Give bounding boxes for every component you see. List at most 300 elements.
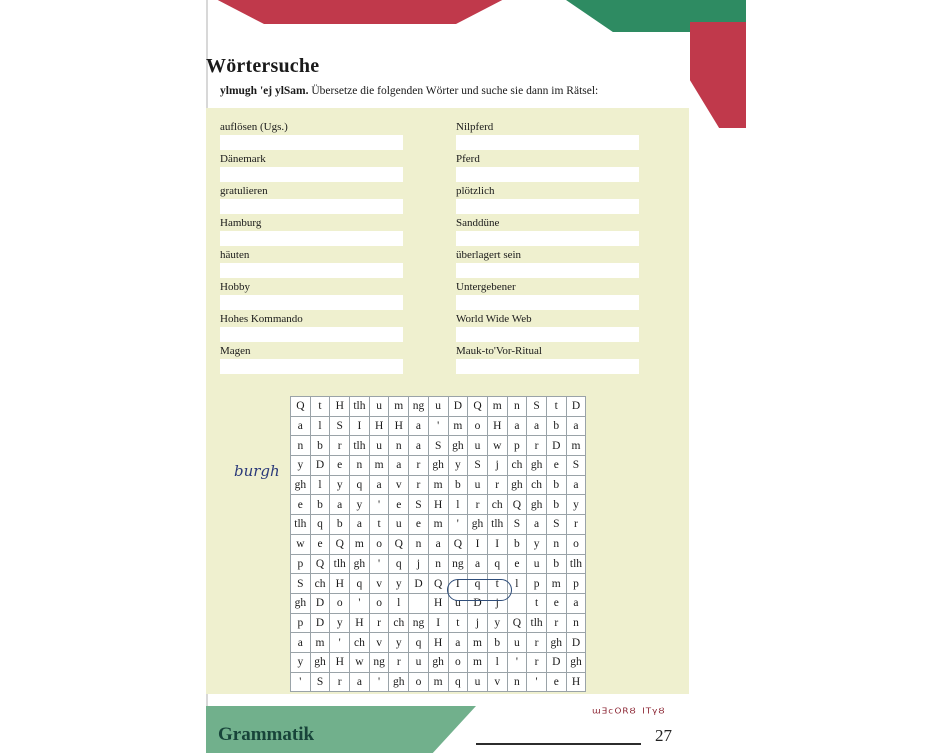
- puzzle-cell[interactable]: Q: [507, 613, 527, 633]
- puzzle-cell[interactable]: l: [310, 416, 330, 436]
- puzzle-cell[interactable]: [409, 593, 429, 613]
- puzzle-cell[interactable]: tlh: [330, 554, 350, 574]
- puzzle-cell[interactable]: ng: [409, 397, 429, 417]
- puzzle-cell[interactable]: r: [566, 515, 586, 535]
- puzzle-cell[interactable]: m: [566, 436, 586, 456]
- decor-red-top-shape: [210, 0, 510, 24]
- puzzle-cell[interactable]: o: [409, 672, 429, 692]
- word-list-label: World Wide Web: [456, 313, 532, 325]
- word-answer-input[interactable]: [456, 135, 639, 150]
- puzzle-cell[interactable]: D: [546, 652, 566, 672]
- puzzle-cell[interactable]: H: [428, 495, 448, 515]
- puzzle-cell[interactable]: ch: [310, 574, 330, 594]
- puzzle-cell[interactable]: gh: [507, 475, 527, 495]
- puzzle-cell[interactable]: H: [350, 613, 370, 633]
- puzzle-cell[interactable]: v: [389, 475, 409, 495]
- puzzle-cell[interactable]: ng: [448, 554, 468, 574]
- footer-klingon-label: ᵚᴲᶜᴼᴿᴽ ᴵᵀᵞᴽ: [592, 706, 666, 722]
- puzzle-cell[interactable]: u: [369, 397, 389, 417]
- word-list-item: [456, 280, 641, 312]
- word-list-item: [456, 184, 641, 216]
- puzzle-cell[interactable]: H: [428, 593, 448, 613]
- puzzle-cell[interactable]: b: [310, 436, 330, 456]
- puzzle-cell[interactable]: H: [487, 416, 507, 436]
- puzzle-cell[interactable]: r: [487, 475, 507, 495]
- puzzle-cell[interactable]: y: [448, 456, 468, 476]
- puzzle-cell[interactable]: tlh: [487, 515, 507, 535]
- puzzle-cell[interactable]: r: [468, 495, 488, 515]
- puzzle-cell[interactable]: m: [428, 515, 448, 535]
- puzzle-row: [291, 475, 586, 495]
- puzzle-cell[interactable]: ch: [487, 495, 507, 515]
- puzzle-cell[interactable]: m: [428, 475, 448, 495]
- word-list-label: Untergebener: [456, 281, 516, 293]
- puzzle-cell[interactable]: b: [546, 416, 566, 436]
- puzzle-row: [291, 397, 586, 417]
- puzzle-cell[interactable]: [507, 593, 527, 613]
- puzzle-cell[interactable]: D: [310, 456, 330, 476]
- puzzle-cell[interactable]: l: [487, 652, 507, 672]
- puzzle-cell[interactable]: n: [507, 397, 527, 417]
- word-list-label: Mauk-to'Vor-Ritual: [456, 345, 542, 357]
- puzzle-cell[interactable]: e: [507, 554, 527, 574]
- puzzle-row: [291, 633, 586, 653]
- puzzle-cell[interactable]: r: [527, 633, 547, 653]
- puzzle-cell[interactable]: ': [369, 672, 389, 692]
- puzzle-cell[interactable]: y: [330, 613, 350, 633]
- puzzle-cell[interactable]: r: [527, 436, 547, 456]
- word-list-label: plötzlich: [456, 185, 495, 197]
- puzzle-row: [291, 652, 586, 672]
- puzzle-cell[interactable]: a: [428, 534, 448, 554]
- word-answer-input[interactable]: [456, 327, 639, 342]
- puzzle-cell[interactable]: S: [428, 436, 448, 456]
- word-list-label: Dänemark: [220, 153, 266, 165]
- puzzle-cell[interactable]: r: [330, 436, 350, 456]
- word-list-item: [220, 152, 405, 184]
- puzzle-cell[interactable]: gh: [527, 456, 547, 476]
- puzzle-cell[interactable]: a: [330, 495, 350, 515]
- puzzle-cell[interactable]: gh: [310, 652, 330, 672]
- puzzle-cell[interactable]: b: [546, 554, 566, 574]
- puzzle-cell[interactable]: Q: [310, 554, 330, 574]
- puzzle-cell[interactable]: o: [369, 534, 389, 554]
- puzzle-cell[interactable]: S: [468, 456, 488, 476]
- word-answer-input[interactable]: [456, 295, 639, 310]
- puzzle-cell[interactable]: e: [389, 495, 409, 515]
- puzzle-cell[interactable]: tlh: [291, 515, 311, 535]
- puzzle-row: [291, 534, 586, 554]
- puzzle-cell[interactable]: a: [291, 633, 311, 653]
- puzzle-cell[interactable]: gh: [350, 554, 370, 574]
- puzzle-cell[interactable]: y: [350, 495, 370, 515]
- puzzle-cell[interactable]: e: [546, 593, 566, 613]
- word-answer-input[interactable]: [220, 231, 403, 246]
- word-list-label: überlagert sein: [456, 249, 522, 261]
- puzzle-cell[interactable]: r: [369, 613, 389, 633]
- puzzle-cell[interactable]: H: [428, 633, 448, 653]
- word-list-column-right: [456, 120, 641, 376]
- word-list-label: häuten: [220, 249, 250, 261]
- page-number: 27: [655, 726, 672, 745]
- puzzle-cell[interactable]: m: [369, 456, 389, 476]
- puzzle-cell[interactable]: S: [546, 515, 566, 535]
- puzzle-cell[interactable]: tlh: [527, 613, 547, 633]
- puzzle-cell[interactable]: a: [389, 456, 409, 476]
- puzzle-cell[interactable]: w: [350, 652, 370, 672]
- puzzle-cell[interactable]: a: [527, 416, 547, 436]
- puzzle-cell[interactable]: p: [507, 436, 527, 456]
- puzzle-cell[interactable]: a: [468, 554, 488, 574]
- puzzle-cell[interactable]: D: [566, 397, 586, 417]
- puzzle-cell[interactable]: p: [566, 574, 586, 594]
- word-list-item: [220, 312, 405, 344]
- puzzle-cell[interactable]: q: [389, 554, 409, 574]
- word-list-item: [456, 152, 641, 184]
- word-list-label: Sanddüne: [456, 217, 500, 229]
- puzzle-cell[interactable]: ': [527, 672, 547, 692]
- puzzle-cell[interactable]: gh: [448, 436, 468, 456]
- puzzle-cell[interactable]: Q: [291, 397, 311, 417]
- puzzle-cell[interactable]: ng: [409, 613, 429, 633]
- word-answer-input[interactable]: [220, 295, 403, 310]
- puzzle-cell[interactable]: I: [448, 574, 468, 594]
- word-answer-input[interactable]: [220, 199, 403, 214]
- puzzle-cell[interactable]: y: [291, 652, 311, 672]
- puzzle-cell[interactable]: j: [487, 593, 507, 613]
- puzzle-cell[interactable]: H: [389, 416, 409, 436]
- word-answer-input[interactable]: [220, 263, 403, 278]
- puzzle-cell[interactable]: ch: [527, 475, 547, 495]
- puzzle-cell[interactable]: a: [350, 515, 370, 535]
- puzzle-cell[interactable]: Q: [428, 574, 448, 594]
- footer-section-title: Grammatik: [218, 724, 315, 745]
- puzzle-cell[interactable]: gh: [428, 456, 448, 476]
- worksheet-panel: [206, 108, 689, 694]
- puzzle-cell[interactable]: ': [369, 495, 389, 515]
- puzzle-cell[interactable]: t: [369, 515, 389, 535]
- footer-rule: [476, 743, 641, 745]
- puzzle-cell[interactable]: r: [330, 672, 350, 692]
- puzzle-cell[interactable]: gh: [468, 515, 488, 535]
- puzzle-cell[interactable]: e: [310, 534, 330, 554]
- puzzle-cell[interactable]: D: [448, 397, 468, 417]
- word-list-item: [220, 248, 405, 280]
- puzzle-cell[interactable]: n: [409, 534, 429, 554]
- puzzle-cell[interactable]: D: [468, 593, 488, 613]
- puzzle-cell[interactable]: ': [291, 672, 311, 692]
- puzzle-cell[interactable]: D: [546, 436, 566, 456]
- puzzle-cell[interactable]: a: [369, 475, 389, 495]
- puzzle-row: [291, 593, 586, 613]
- puzzle-cell[interactable]: a: [291, 416, 311, 436]
- puzzle-cell[interactable]: q: [487, 554, 507, 574]
- page-title: Wörtersuche: [206, 55, 320, 77]
- puzzle-cell[interactable]: u: [468, 436, 488, 456]
- puzzle-cell[interactable]: t: [487, 574, 507, 594]
- puzzle-cell[interactable]: a: [527, 515, 547, 535]
- puzzle-cell[interactable]: H: [369, 416, 389, 436]
- puzzle-cell[interactable]: b: [546, 495, 566, 515]
- word-answer-input[interactable]: [220, 327, 403, 342]
- puzzle-cell[interactable]: e: [546, 456, 566, 476]
- puzzle-cell[interactable]: t: [527, 593, 547, 613]
- puzzle-cell[interactable]: q: [409, 633, 429, 653]
- puzzle-cell[interactable]: u: [527, 554, 547, 574]
- puzzle-cell[interactable]: b: [310, 495, 330, 515]
- word-list-label: Magen: [220, 345, 251, 357]
- puzzle-cell[interactable]: gh: [566, 652, 586, 672]
- word-list-item: [220, 120, 405, 152]
- puzzle-cell[interactable]: e: [409, 515, 429, 535]
- puzzle-cell[interactable]: n: [546, 534, 566, 554]
- puzzle-cell[interactable]: gh: [291, 593, 311, 613]
- puzzle-cell[interactable]: o: [566, 534, 586, 554]
- puzzle-row: [291, 495, 586, 515]
- word-list-label: Hobby: [220, 281, 250, 293]
- puzzle-cell[interactable]: u: [507, 633, 527, 653]
- word-answer-input[interactable]: [456, 167, 639, 182]
- puzzle-cell[interactable]: D: [310, 613, 330, 633]
- word-list-item: [220, 216, 405, 248]
- puzzle-cell[interactable]: b: [546, 475, 566, 495]
- word-list-label: auflösen (Ugs.): [220, 121, 288, 133]
- puzzle-cell[interactable]: tlh: [566, 554, 586, 574]
- instructions-klingon: ylmugh 'ej ylSam.: [220, 85, 309, 97]
- puzzle-cell[interactable]: m: [428, 672, 448, 692]
- puzzle-cell[interactable]: ch: [389, 613, 409, 633]
- puzzle-cell[interactable]: Q: [389, 534, 409, 554]
- word-search-grid[interactable]: [290, 396, 586, 692]
- word-list-item: [220, 184, 405, 216]
- puzzle-cell[interactable]: gh: [428, 652, 448, 672]
- puzzle-cell[interactable]: b: [448, 475, 468, 495]
- puzzle-cell[interactable]: D: [310, 593, 330, 613]
- puzzle-row: [291, 613, 586, 633]
- puzzle-row: [291, 672, 586, 692]
- puzzle-cell[interactable]: l: [448, 495, 468, 515]
- puzzle-cell[interactable]: q: [350, 574, 370, 594]
- puzzle-cell[interactable]: r: [409, 456, 429, 476]
- puzzle-cell[interactable]: q: [468, 574, 488, 594]
- puzzle-cell[interactable]: w: [487, 436, 507, 456]
- puzzle-cell[interactable]: n: [428, 554, 448, 574]
- puzzle-cell[interactable]: m: [546, 574, 566, 594]
- puzzle-cell[interactable]: r: [546, 613, 566, 633]
- puzzle-cell[interactable]: ch: [507, 456, 527, 476]
- word-list-column-left: [220, 120, 405, 376]
- puzzle-cell[interactable]: S: [330, 416, 350, 436]
- puzzle-cell[interactable]: m: [448, 416, 468, 436]
- word-answer-input[interactable]: [456, 231, 639, 246]
- puzzle-cell[interactable]: D: [566, 633, 586, 653]
- puzzle-cell[interactable]: b: [330, 515, 350, 535]
- puzzle-cell[interactable]: y: [487, 613, 507, 633]
- instructions-text: [220, 85, 740, 97]
- puzzle-cell[interactable]: l: [507, 574, 527, 594]
- puzzle-cell[interactable]: I: [487, 534, 507, 554]
- puzzle-cell[interactable]: j: [487, 456, 507, 476]
- puzzle-cell[interactable]: tlh: [350, 397, 370, 417]
- puzzle-cell[interactable]: v: [369, 633, 389, 653]
- puzzle-cell[interactable]: H: [330, 397, 350, 417]
- puzzle-cell[interactable]: v: [369, 574, 389, 594]
- puzzle-cell[interactable]: p: [527, 574, 547, 594]
- puzzle-cell[interactable]: t: [448, 613, 468, 633]
- puzzle-cell[interactable]: u: [428, 397, 448, 417]
- word-answer-input[interactable]: [220, 167, 403, 182]
- puzzle-cell[interactable]: b: [487, 633, 507, 653]
- puzzle-cell[interactable]: tlh: [350, 436, 370, 456]
- puzzle-cell[interactable]: r: [527, 652, 547, 672]
- puzzle-cell[interactable]: Q: [330, 534, 350, 554]
- puzzle-row: [291, 416, 586, 436]
- puzzle-cell[interactable]: I: [468, 534, 488, 554]
- puzzle-cell[interactable]: y: [566, 495, 586, 515]
- puzzle-cell[interactable]: ': [448, 515, 468, 535]
- puzzle-cell[interactable]: e: [546, 672, 566, 692]
- puzzle-cell[interactable]: a: [350, 672, 370, 692]
- puzzle-cell[interactable]: o: [468, 416, 488, 436]
- puzzle-cell[interactable]: q: [310, 515, 330, 535]
- puzzle-cell[interactable]: Q: [507, 495, 527, 515]
- puzzle-cell[interactable]: a: [507, 416, 527, 436]
- puzzle-cell[interactable]: S: [527, 397, 547, 417]
- puzzle-row: [291, 574, 586, 594]
- puzzle-cell[interactable]: e: [330, 456, 350, 476]
- puzzle-cell[interactable]: n: [350, 456, 370, 476]
- puzzle-cell[interactable]: S: [566, 456, 586, 476]
- puzzle-cell[interactable]: b: [507, 534, 527, 554]
- puzzle-cell[interactable]: j: [409, 554, 429, 574]
- puzzle-cell[interactable]: gh: [527, 495, 547, 515]
- puzzle-cell[interactable]: S: [291, 574, 311, 594]
- puzzle-cell[interactable]: u: [409, 652, 429, 672]
- puzzle-cell[interactable]: ': [507, 652, 527, 672]
- puzzle-cell[interactable]: a: [409, 436, 429, 456]
- puzzle-cell[interactable]: m: [487, 397, 507, 417]
- puzzle-cell[interactable]: ng: [369, 652, 389, 672]
- word-list-item: [220, 280, 405, 312]
- puzzle-cell[interactable]: n: [389, 436, 409, 456]
- puzzle-cell[interactable]: ': [350, 593, 370, 613]
- puzzle-cell[interactable]: r: [409, 475, 429, 495]
- puzzle-row: [291, 554, 586, 574]
- puzzle-cell[interactable]: p: [291, 613, 311, 633]
- word-list-label: Hohes Kommando: [220, 313, 303, 325]
- puzzle-cell[interactable]: u: [369, 436, 389, 456]
- word-list-label: Hamburg: [220, 217, 262, 229]
- puzzle-cell[interactable]: t: [546, 397, 566, 417]
- puzzle-cell[interactable]: o: [369, 593, 389, 613]
- word-list-item: [456, 312, 641, 344]
- puzzle-cell[interactable]: a: [566, 593, 586, 613]
- puzzle-cell[interactable]: H: [330, 574, 350, 594]
- puzzle-cell[interactable]: y: [330, 475, 350, 495]
- puzzle-cell[interactable]: gh: [389, 672, 409, 692]
- word-list-item: [456, 216, 641, 248]
- puzzle-cell[interactable]: H: [330, 652, 350, 672]
- word-answer-input[interactable]: [456, 359, 639, 374]
- puzzle-cell[interactable]: m: [310, 633, 330, 653]
- puzzle-row: [291, 515, 586, 535]
- puzzle-cell[interactable]: Q: [448, 534, 468, 554]
- puzzle-cell[interactable]: H: [566, 672, 586, 692]
- puzzle-cell[interactable]: w: [291, 534, 311, 554]
- puzzle-cell[interactable]: gh: [546, 633, 566, 653]
- puzzle-cell[interactable]: I: [428, 613, 448, 633]
- word-answer-input[interactable]: [220, 359, 403, 374]
- puzzle-cell[interactable]: l: [389, 593, 409, 613]
- puzzle-cell[interactable]: gh: [291, 475, 311, 495]
- word-answer-input[interactable]: [456, 263, 639, 278]
- puzzle-cell[interactable]: S: [409, 495, 429, 515]
- puzzle-cell[interactable]: S: [310, 672, 330, 692]
- word-answer-input[interactable]: [220, 135, 403, 150]
- puzzle-cell[interactable]: Q: [468, 397, 488, 417]
- puzzle-cell[interactable]: y: [389, 633, 409, 653]
- word-list-item: [456, 344, 641, 376]
- puzzle-cell[interactable]: ': [369, 554, 389, 574]
- puzzle-cell[interactable]: u: [389, 515, 409, 535]
- puzzle-cell[interactable]: n: [291, 436, 311, 456]
- puzzle-cell[interactable]: v: [487, 672, 507, 692]
- puzzle-cell[interactable]: u: [448, 593, 468, 613]
- puzzle-cell[interactable]: ': [428, 416, 448, 436]
- puzzle-cell[interactable]: q: [350, 475, 370, 495]
- decor-red-corner-shape: [690, 22, 746, 128]
- handwritten-answer: burgh: [234, 462, 280, 480]
- word-list-label: Pferd: [456, 153, 480, 165]
- puzzle-cell[interactable]: S: [507, 515, 527, 535]
- puzzle-cell[interactable]: o: [448, 652, 468, 672]
- puzzle-cell[interactable]: a: [409, 416, 429, 436]
- puzzle-cell[interactable]: ch: [350, 633, 370, 653]
- puzzle-cell[interactable]: u: [468, 475, 488, 495]
- puzzle-cell[interactable]: m: [468, 633, 488, 653]
- instructions-german: Übersetze die folgenden Wörter und suche sie dann im Rätsel:: [308, 85, 599, 97]
- puzzle-cell[interactable]: o: [330, 593, 350, 613]
- puzzle-cell[interactable]: D: [409, 574, 429, 594]
- puzzle-cell[interactable]: ': [330, 633, 350, 653]
- puzzle-cell[interactable]: l: [310, 475, 330, 495]
- puzzle-cell[interactable]: n: [507, 672, 527, 692]
- puzzle-cell[interactable]: a: [448, 633, 468, 653]
- puzzle-cell[interactable]: a: [566, 416, 586, 436]
- puzzle-cell[interactable]: p: [291, 554, 311, 574]
- word-list-label: gratulieren: [220, 185, 268, 197]
- puzzle-cell[interactable]: y: [291, 456, 311, 476]
- puzzle-cell[interactable]: m: [468, 652, 488, 672]
- puzzle-cell[interactable]: t: [310, 397, 330, 417]
- word-list-label: Nilpferd: [456, 121, 494, 133]
- puzzle-cell[interactable]: y: [527, 534, 547, 554]
- puzzle-cell[interactable]: m: [389, 397, 409, 417]
- puzzle-cell[interactable]: m: [350, 534, 370, 554]
- puzzle-cell[interactable]: e: [291, 495, 311, 515]
- word-answer-input[interactable]: [456, 199, 639, 214]
- puzzle-cell[interactable]: r: [389, 652, 409, 672]
- puzzle-row: [291, 456, 586, 476]
- puzzle-cell[interactable]: y: [389, 574, 409, 594]
- word-list-item: [456, 120, 641, 152]
- puzzle-cell[interactable]: a: [566, 475, 586, 495]
- puzzle-cell[interactable]: n: [566, 613, 586, 633]
- puzzle-cell[interactable]: I: [350, 416, 370, 436]
- puzzle-cell[interactable]: j: [468, 613, 488, 633]
- puzzle-cell[interactable]: u: [468, 672, 488, 692]
- puzzle-cell[interactable]: q: [448, 672, 468, 692]
